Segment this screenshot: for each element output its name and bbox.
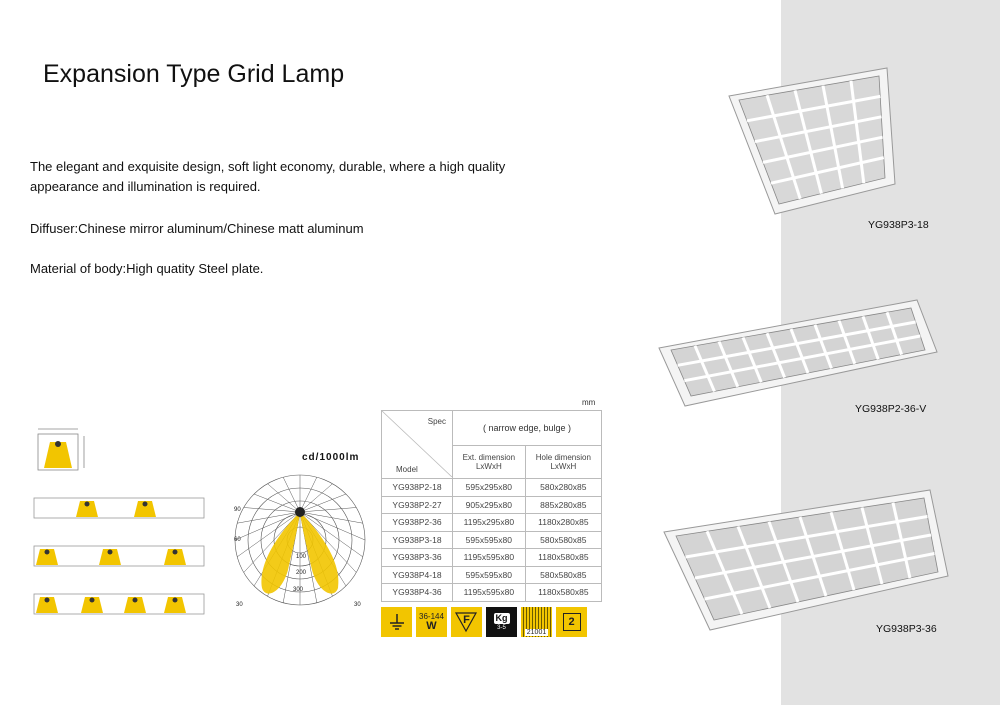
product-caption-1: YG938P3-18 <box>868 219 929 231</box>
description-line-1: The elegant and exquisite design, soft light economy, durable, where a high quality <box>30 159 506 174</box>
three-lamp-diagram <box>34 546 204 566</box>
hole-cell: 580x280x85 <box>525 479 601 497</box>
kg-value: 3-5 <box>497 625 506 631</box>
polar-label-300: 300 <box>293 587 304 593</box>
polar-distribution-chart <box>230 470 370 610</box>
two-lamp-diagram <box>34 498 204 518</box>
model-cell: YG938P4-36 <box>382 584 453 602</box>
polar-spoke <box>283 477 300 512</box>
ext-dimension-header <box>453 446 526 479</box>
table-row <box>382 566 602 584</box>
wattage-icon <box>416 607 447 637</box>
description-paragraph <box>30 157 505 197</box>
unit-label: mm <box>582 398 596 407</box>
model-cell: YG938P2-27 <box>382 496 453 514</box>
model-label: Model <box>396 465 418 474</box>
model-cell: YG938P2-36 <box>382 514 453 532</box>
product-image-yg938p3-36 <box>662 488 952 633</box>
polar-spoke <box>237 512 300 523</box>
table-row <box>382 584 602 602</box>
ground-icon <box>381 607 412 637</box>
hole-cell: 580x580x85 <box>525 531 601 549</box>
package-count-icon <box>556 607 587 637</box>
diffuser-text: Diffuser:Chinese mirror aluminum/Chinese matt aluminum <box>30 221 364 236</box>
barcode-icon <box>521 607 552 637</box>
polar-label-200: 200 <box>296 570 307 576</box>
hole-cell: 1180x580x85 <box>525 549 601 567</box>
hole-cell: 580x580x85 <box>525 566 601 584</box>
table-row <box>382 479 602 497</box>
ext-cell: 595x595x80 <box>453 566 526 584</box>
table-row <box>382 531 602 549</box>
material-text: Material of body:High quatity Steel plate. <box>30 261 264 276</box>
package-count: 2 <box>563 613 581 631</box>
f-mark-icon <box>451 607 482 637</box>
four-lamp-diagram <box>34 594 204 614</box>
f-mark-letter: F <box>463 614 470 626</box>
polar-spoke <box>254 494 300 512</box>
hole-dimension-label: Hole dimension <box>535 453 591 462</box>
distribution-lobe-left <box>262 512 300 594</box>
polar-spoke <box>300 477 317 512</box>
polar-label-100: 100 <box>296 554 307 560</box>
model-cell: YG938P2-18 <box>382 479 453 497</box>
polar-spoke <box>244 508 300 513</box>
polar-label-30-left: 30 <box>236 602 243 608</box>
spec-label: Spec <box>427 417 446 426</box>
ext-dimension-label: Ext. dimension <box>462 453 516 462</box>
polar-spoke <box>300 494 346 512</box>
hole-cell: 885x280x85 <box>525 496 601 514</box>
description-line-2: appearance and illumination is required. <box>30 179 261 194</box>
model-cell: YG938P4-18 <box>382 566 453 584</box>
page-title: Expansion Type Grid Lamp <box>43 60 345 88</box>
ext-cell: 905x295x80 <box>453 496 526 514</box>
barcode-code: 21001 <box>526 629 547 636</box>
polar-chart-label: cd/1000lm <box>302 452 360 463</box>
ext-cell: 1195x595x80 <box>453 584 526 602</box>
spec-table <box>381 410 602 602</box>
kg-label: Kg <box>495 613 508 623</box>
weight-icon <box>486 607 517 637</box>
watt-range: 36-144 <box>419 611 444 621</box>
ext-cell: 595x295x80 <box>453 479 526 497</box>
watt-unit: W <box>426 619 437 632</box>
model-cell: YG938P3-18 <box>382 531 453 549</box>
ext-dimension-unit: LxWxH <box>475 462 502 471</box>
distribution-lobe-right <box>300 512 338 594</box>
polar-label-60: 60 <box>234 537 241 543</box>
product-caption-2: YG938P2-36-V <box>855 403 927 415</box>
model-cell: YG938P3-36 <box>382 549 453 567</box>
hole-dimension-unit: LxWxH <box>550 462 577 471</box>
lamp-dot <box>55 441 61 447</box>
product-image-yg938p2-36-v <box>657 298 942 410</box>
polar-spoke <box>300 512 363 523</box>
polar-center <box>295 507 305 517</box>
installation-diagrams <box>28 424 213 624</box>
certification-icons <box>381 607 587 637</box>
table-row <box>382 496 602 514</box>
ext-cell: 1195x295x80 <box>453 514 526 532</box>
hole-cell: 1180x280x85 <box>525 514 601 532</box>
table-row <box>382 549 602 567</box>
polar-label-90: 90 <box>234 507 241 513</box>
product-image-yg938p3-18 <box>727 66 897 216</box>
table-row <box>382 514 602 532</box>
table-note: ( narrow edge, bulge ) <box>453 411 602 446</box>
product-caption-3: YG938P3-36 <box>876 623 937 635</box>
polar-label-30-right: 30 <box>354 602 361 608</box>
ext-cell: 595x595x80 <box>453 531 526 549</box>
hole-cell: 1180x580x85 <box>525 584 601 602</box>
spec-model-header <box>382 411 453 479</box>
hole-dimension-header <box>525 446 601 479</box>
ext-cell: 1195x595x80 <box>453 549 526 567</box>
polar-spoke <box>300 508 356 513</box>
